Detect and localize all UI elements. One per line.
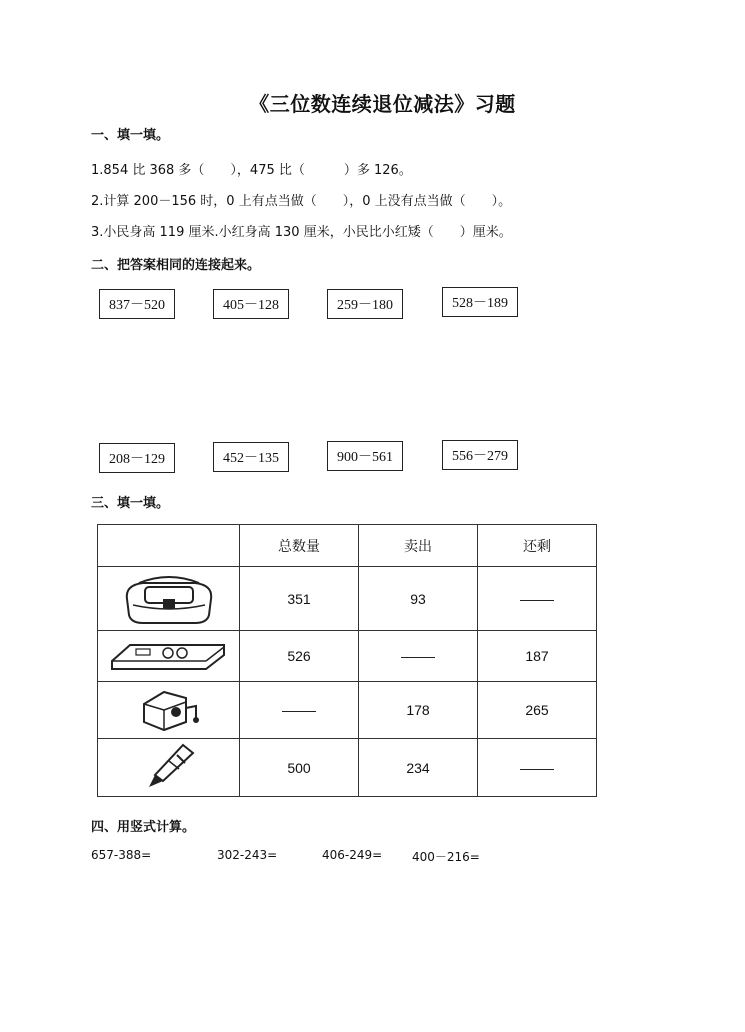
- left-cell[interactable]: [478, 739, 597, 797]
- expression-box[interactable]: 452－135: [213, 442, 289, 472]
- header-cell-empty: [98, 525, 240, 567]
- pencil-sharpener-icon: [134, 684, 204, 734]
- section2-heading: 二、把答案相同的连接起来。: [91, 258, 261, 273]
- section3-heading: 三、填一填。: [91, 496, 170, 511]
- sold-cell: 234: [359, 739, 478, 797]
- inventory-table: [97, 524, 597, 797]
- item-cell: [98, 631, 240, 682]
- expression-box[interactable]: 837－520: [99, 289, 175, 319]
- header-cell-left: 还剩: [478, 525, 597, 567]
- expression-box[interactable]: 208－129: [99, 443, 175, 473]
- section4-heading: 四、用竖式计算。: [91, 820, 196, 835]
- answer-blank[interactable]: [282, 710, 316, 712]
- fountain-pen-icon: [139, 741, 199, 791]
- expression-box[interactable]: 528－189: [442, 287, 518, 317]
- pencil-case-icon: [106, 637, 232, 673]
- calc-problem: 302-243=: [217, 848, 278, 862]
- total-cell: 526: [240, 631, 359, 682]
- expression-box[interactable]: 556－279: [442, 440, 518, 470]
- table-row: [98, 682, 597, 739]
- expression-box[interactable]: 259－180: [327, 289, 403, 319]
- calc-problem: 406-249=: [322, 848, 383, 862]
- page-title: 《三位数连续退位减法》习题: [249, 92, 516, 116]
- table-row: [98, 631, 597, 682]
- question-2: 2.计算 200－156 时，0 上有点当做（ ），0 上没有点当做（ ）。: [91, 194, 512, 209]
- calc-problem: 400－216=: [412, 850, 480, 864]
- sold-cell: 178: [359, 682, 478, 739]
- question-3: 3.小民身高 119 厘米.小红身高 130 厘米，小民比小红矮（ ）厘米。: [91, 225, 512, 240]
- left-cell: 265: [478, 682, 597, 739]
- expression-box[interactable]: 900－561: [327, 441, 403, 471]
- sold-cell: 93: [359, 567, 478, 631]
- total-cell[interactable]: [240, 682, 359, 739]
- schoolbag-icon: [119, 569, 219, 625]
- item-cell: [98, 567, 240, 631]
- answer-blank[interactable]: [520, 599, 554, 601]
- answer-blank[interactable]: [520, 768, 554, 770]
- calc-problem: 657-388=: [91, 848, 152, 862]
- item-cell: [98, 739, 240, 797]
- question-1: 1.854 比 368 多（ ），475 比（ ）多 126。: [91, 163, 412, 178]
- table-row: [98, 739, 597, 797]
- section1-heading: 一、填一填。: [91, 128, 170, 143]
- expression-box[interactable]: 405－128: [213, 289, 289, 319]
- total-cell: 351: [240, 567, 359, 631]
- left-cell[interactable]: [478, 567, 597, 631]
- answer-blank[interactable]: [401, 656, 435, 658]
- table-header-row: [98, 525, 597, 567]
- total-cell: 500: [240, 739, 359, 797]
- header-cell-total: 总数量: [240, 525, 359, 567]
- table-row: [98, 567, 597, 631]
- header-cell-sold: 卖出: [359, 525, 478, 567]
- left-cell: 187: [478, 631, 597, 682]
- item-cell: [98, 682, 240, 739]
- sold-cell[interactable]: [359, 631, 478, 682]
